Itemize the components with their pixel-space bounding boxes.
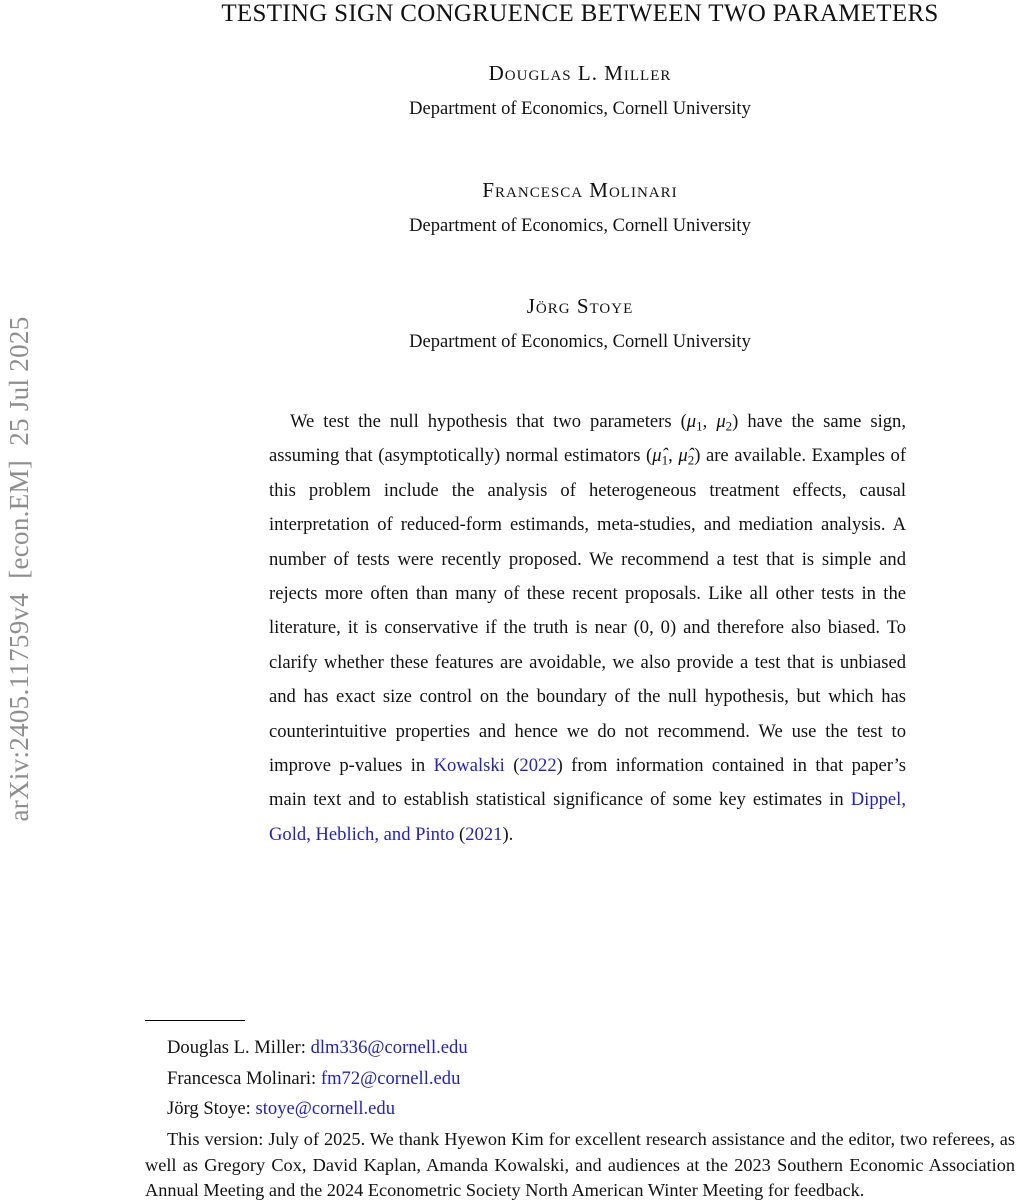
acknowledgement-footnote: This version: July of 2025. We thank Hyewon Kim for excellent research assistance and the editor, two referees, as well as Gregory Cox, David Kaplan, Amanda Kowalski, and audiences at the 2023 Southern Economic Association Annual Meeting and the 2024 Econometric Society North American Winter Meeting for feedback.	[145, 1129, 1015, 1200]
text-run: 1	[661, 452, 669, 468]
text-run: ,	[702, 411, 717, 432]
text-run: (	[504, 755, 520, 777]
paper-title: TESTING SIGN CONGRUENCE BETWEEN TWO PARAMETERS	[221, 0, 939, 27]
page-content	[145, 0, 1015, 1200]
text-run: 1	[696, 418, 703, 434]
contact-line	[145, 1064, 1015, 1095]
citation-year-link[interactable]: 2021	[465, 823, 503, 845]
text-run: ) from information contained in that paper’s main text and to establish statistical significance of some key estimates in	[269, 755, 907, 811]
footnote-divider	[145, 1020, 245, 1021]
text-run: 2	[687, 452, 695, 468]
arxiv-watermark: arXiv:2405.11759v4 [econ.EM] 25 Jul 2025	[4, 316, 34, 822]
text-run: ) have the same sign, assuming that (asymptotically) normal estimators (	[269, 411, 907, 467]
text-run: We test the null hypothesis that two parameters (	[290, 411, 687, 432]
email-link[interactable]: dlm336@cornell.edu	[310, 1037, 468, 1058]
text-run: (	[454, 823, 466, 845]
text-run: μ̂	[678, 445, 688, 467]
text-run: μ	[716, 411, 726, 432]
author-affiliation: Department of Economics, Cornell University	[409, 216, 751, 236]
author-affiliation: Department of Economics, Cornell University	[409, 332, 751, 352]
author-contacts	[145, 1033, 1015, 1125]
citation-link-dippel[interactable]: Dippel, Gold, Heblich, and Pinto	[269, 789, 906, 845]
text-run: μ	[686, 411, 697, 432]
citation-link-kowalski[interactable]: Kowalski	[433, 755, 505, 777]
author-name-molinari: Francesca Molinari	[482, 178, 678, 202]
text-run: Jörg Stoye:	[167, 1098, 256, 1120]
author-affiliation: Department of Economics, Cornell University	[409, 99, 751, 119]
text-run: ,	[668, 445, 679, 467]
text-run: 2	[725, 418, 733, 434]
abstract-text	[269, 405, 906, 852]
contact-line	[145, 1033, 1015, 1064]
author-name-miller: Douglas L. Miller	[488, 61, 672, 85]
contact-line	[145, 1094, 1015, 1125]
citation-year-link[interactable]: 2022	[519, 755, 557, 777]
text-run: ) are available. Examples of this problem include the analysis of heterogeneous treatment effects, causal interpretation of reduced-form estimands, meta-studies, and mediation analysis. A number of tests were recently proposed. We recommend a test that is simple and rejects more often than many of these recent proposals. Like all other tests in the literature, it is conservative if the truth is near (0, 0) and therefore also biased. To clarify whether these features are avoidable, we also provide a test that is unbiased and has exact size control on the boundary of the null hypothesis, but which has counterintuitive properties and hence we do not recommend. We use the test to improve p-values in	[269, 445, 907, 777]
text-run: μ̂	[652, 445, 662, 467]
text-run: Francesca Molinari:	[167, 1067, 321, 1089]
author-name-stoye: Jörg Stoye	[526, 294, 634, 318]
text-run: ).	[502, 823, 514, 845]
email-link[interactable]: stoye@cornell.edu	[255, 1098, 396, 1120]
email-link[interactable]: fm72@cornell.edu	[320, 1067, 461, 1089]
text-run: Douglas L. Miller:	[167, 1037, 311, 1058]
